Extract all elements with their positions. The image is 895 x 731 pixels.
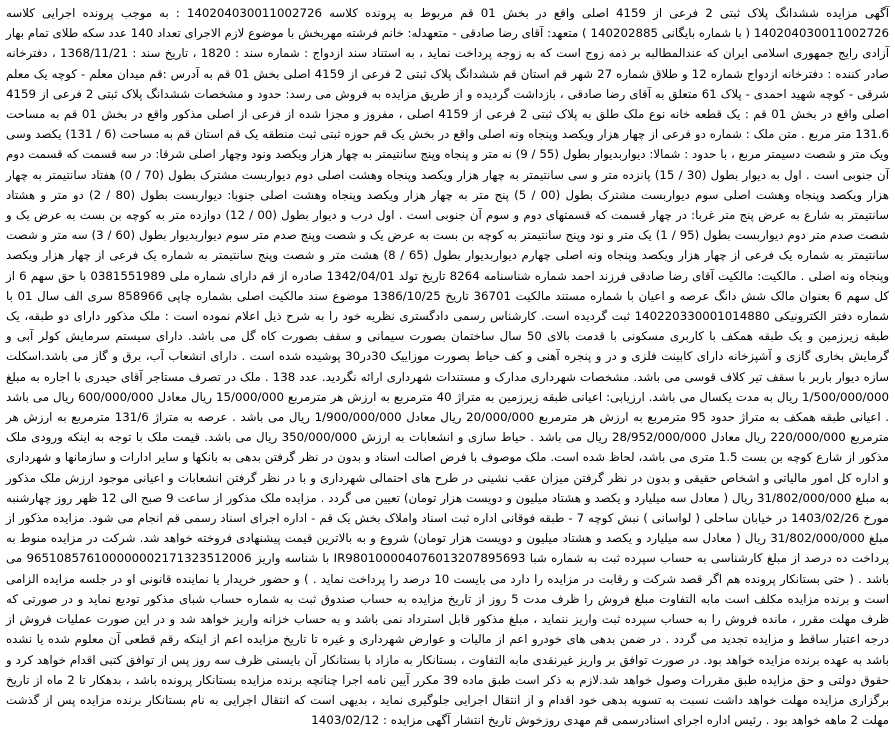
notice-body-text: آگهی مزایده ششدانگ پلاک ثبتی 2 فرعی از 4159 اصلی واقع در بخش 01 قم مربوط به پرونده کلاسه 140204030011002726 : به موجب پرونده اجرایی کلاسه 140204030011002726 ( با شماره بایگانی 140202885 ) متعهد: آقای رضا صادقی - متعهدله: خانم فرشته مهربخش با موضوع لازم الاجرای تعداد 140 عدد سکه طلای تمام بهار آزادی رایج جمهوری اسلامی ایران که عندالمطالبه بر ذمه زوج است که به زوجه پرداخت نماید ، به استناد سند ازدواج : شماره سند : 1820 ، تاریخ سند : 1368/11/21 ، دفترخانه صادر کننده : دفترخانه ازدواج شماره 12 و طلاق شماره 27 شهر قم استان قم ششدانگ پلاک ثبتی 2 فرعی از 4159 اصلی بخش 01 قم به آدرس :قم میدان معلم - کوچه یک معلم شرقی - کوچه شهید احمدی - پلاک 61 متعلق به آقای رضا صادقی ، بازداشت گردیده و از طریق مزایده به فروش می رسد: حدود و مشخصات ششدانگ پلاک ثبتی 2 فرعی از 4159 اصلی واقع در بخش 01 قم : یک قطعه خانه نوع ملک طلق به پلاک ثبتی 2 فرعی از 4159 اصلی ، مفروز و مجزا شده از فرعی از اصلی مذکور واقع در بخش 01 قم به مساحت 131.6 متر مربع . متن ملک : شماره دو فرعی از چهار هزار ویکصد وپنجاه ونه اصلی واقع در بخش یک قم حوزه ثبتی ثبت منطقه یک قم استان قم به مساحت (6 / 131) یکصد وسی ویک متر و شصت دسیمتر مربع ، با حدود : شمالا: دیواربدیوار بطول (55 / 9) نه متر و پنجاه وپنج سانتیمتر به چهار هزار ویکصد ونود وچهار اصلی شرقا: در سه قسمت که قسمت دوم آن جنوبی است . اول به دیوار بطول (30 / 15) پانزده متر و سی سانتیمتر به چهار هزار ویکصد وپنجاه وهشت اصلی دوم دیواربست مشترک بطول (70 / 0) هفتاد سانتیمتر به چهار هزار ویکصد وپنجاه وهشت اصلی سوم دیواربست مشترک بطول (00 / 5) پنج متر به چهار هزار ویکصد وپنجاه وهشت اصلی جنوبا: دیواربست بطول (80 / 2) دو متر و هشتاد سانتیمتر به شارع به عرض پنج متر غربا: در چهار قسمت که قسمتهای دوم و سوم آن جنوبی است . اول درب و دیوار بطول (00 / 12) دوازده متر به کوچه بن بست به عرض یک و شصت صدم متر دوم دیواربست بطول (95 / 1) یک متر و نود وپنج سانتیمتر به کوچه بن بست به عرض یک و شصت وپنج صدم متر سوم دیواربدیوار بطول (60 / 3) سه متر و شصت سانتیمتر به شماره یک فرعی از چهار هزار ویکصد وپنجاه ونه اصلی چهارم دیواربدیوار بطول (65 / 8) هشت متر و شصت وپنج سانتیمتر به شماره یک فرعی از چهار هزار ویکصد وپنجاه ونه اصلی . مالکیت: مالکیت آقای رضا صادقی فرزند احمد شماره شناسنامه 8264 تاریخ تولد 1342/04/01 صادره از قم دارای شماره ملی 0381551989 با حق سهم 6 از کل سهم 6 بعنوان مالک شش دانگ عرصه و اعیان با شماره مستند مالکیت 36701 تاریخ 1386/10/25 موضوع سند مالکیت اصلی بشماره چاپی 858966 سری الف سال 01 با شماره دفتر الکترونیکی 140220330001014880 ثبت گردیده است. کارشناس رسمی دادگستری نظریه خود را به شرح ذیل اعلام نموده است : ملک مذکور دارای دو طبقه، یک طبقه زیرزمین و یک طبقه همکف با کاربری مسکونی با قدمت بالای 50 سال ساختمان بصورت سیمانی و سقف بصورت کاه گل می باشد. دارای سیستم سرمایش کولر آبی و گرمایش بخاری گازی و آشپزخانه دارای کابینت فلزی و در و پنجره آهنی و کف حیاط بصورت موزاییک 30در30 پوشیده شده است . دارای انشعاب آب، برق و گاز می باشد.اسکلت سازه دیوار باربر با سقف تیر کلاف قوسی می باشد. مشخصات شهرداری مدارک و مستندات شهرداری ارائه نگردید. عدد 138 . ملک در تصرف مستاجر آقای حیدری با اجاره به مبلغ 1/500/000/000 ریال به مدت یکسال می باشد. ارزیابی: اعیانی طبقه زیرزمین به متراژ 40 مترمربع به ارزش هر مترمربع 15/000/000 ریال معادل 600/000/000 ریال می باشد . اعیانی طبقه همکف به متراژ حدود 95 مترمربع به ارزش هر مترمربع 20/000/000 ریال معادل 1/900/000/000 ریال می باشد . عرصه به متراژ 131/6 مترمربع به ارزش هر مترمربع 220/000/000 ریال معادل 28/952/000/000 ریال می باشد . حیاط سازی و انشعابات به ارزش 350/000/000 ریال می باشد. قیمت ملک با توجه به اینکه ورودی ملک مذکور از شارع کوچه بن بست 1.5 متری می باشد، لحاظ شده است. ملک موصوف با فرض اصالت اسناد و بدون در نظر گرفتن بدهی به بانکها و سایر ادارات و سازمانها و شهرداری و اداره کل امور مالیاتی و اشخاص حقیقی و بدون در نظر گرفتن میزان عقب نشینی در طرح های احتمالی شهرداری و با در نظر گرفتن انشعابات و اعیانی موجود ارزش ملک مذکور به مبلغ 31/802/000/000 ریال ( معادل سه میلیارد و یکصد و هشتاد میلیون و دویست هزار تومان) تعیین می گردد . مزایده ملک مذکور از ساعت 9 صبح الی 12 ظهر روز چهارشنبه مورخ 1403/02/26 در خیابان ساحلی ( لواسانی ) نبش کوچه 7 - طبقه فوقانی اداره ثبت اسناد واملاک بخش یک قم - اداره اجرای اسناد رسمی قم انجام می شود. مزایده مذکور از مبلغ 31/802/000/000 ریال ( معادل سه میلیارد و یکصد و هشتاد میلیون و دویست هزار تومان) شروع و به بالاترین قیمت پیشنهادی فروخته خواهد شد. شرکت در مزایده منوط به پرداخت ده درصد از مبلغ کارشناسی به حساب سپرده ثبت به شماره شبا IR980100004076013207895693 با شناسه واریز 965108576100000002171323512006 می باشد . ( حتی بستانکار پرونده هم اگر قصد شرکت و رقابت در مزایده را دارد می بایست 10 درصد را پرداخت نماید . ) و حضور خریدار یا نماینده قانونی او در جلسه مزایده الزامی است و برنده مزایده مکلف است مابه التفاوت مبلغ فروش را ظرف مدت 5 روز از تاریخ مزایده به حساب صندوق ثبت به شماره حساب شبای مذکور تودیع نماید و در صورتی که ظرف مهلت مقرر ، مانده فروش را به حساب سپرده ثبت واریز ننماید ، مبلغ مذکور قابل استرداد نمی باشد و به حساب خزانه واریز خواهد شد و در این صورت عملیات فروش از درجه اعتبار ساقط و مزایده تجدید می گردد . در ضمن بدهی های خودرو اعم از مالیات و عوارض شهرداری و غیره تا تاریخ مزایده اعم از اینکه رقم قطعی آن معلوم شده یا نشده باشد به عهده برنده مزایده خواهد بود. در صورت توافق بر واریز غیرنقدی مابه التفاوت ، بستانکار به مازاد با بستانکار آن بایستی ظرف سه روز پس از توافق کتبی اقدام خواهد کرد و حقوق دولتی و حق مزایده طبق مقررات وصول خواهد شد.لازم به ذکر است طبق ماده 39 مکرر آیین نامه اجرا چنانچه برنده مزایده بستانکار پرونده باشد ، بدهکار تا 2 ماه از تاریخ برگزاری مزایده مهلت خواهد داشت نسبت به تسویه بدهی خود اقدام و از انتقال اجرایی جلوگیری نماید ، بدیهی است که انتقال اجرایی به نام بستانکار برنده مزایده پس از گذشت مهلت 2 ماهه خواهد بود . رئیس اداره اجرای اسنادرسمی قم مهدی روزخوش تاریخ انتشار آگهی مزایده : 1403/02/12 <box>6 6 890 728</box>
